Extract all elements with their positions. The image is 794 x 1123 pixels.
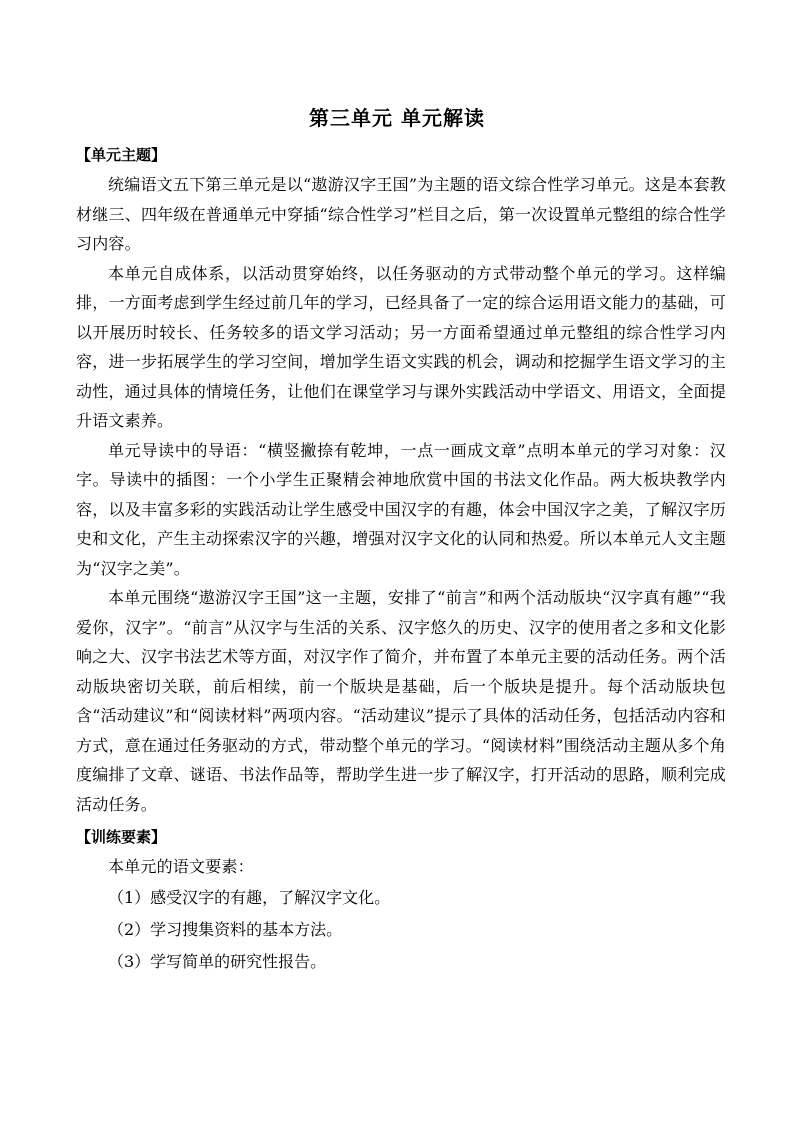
list-item: （3）学写简单的研究性报告。 — [108, 951, 327, 971]
paragraph: 统编语文五下第三单元是以“遨游汉字王国”为主题的语文综合性学习单元。这是本套教材继三、四年级在普通单元中穿插“综合性学习”栏目之后，第一次设置单元整组的综合性学习内容。 — [76, 175, 726, 253]
document-body — [76, 140, 726, 978]
paragraph: 单元导读中的导语：“横竖撇捺有乾坤，一点一画成文章”点明本单元的学习对象：汉字。导读中的插图：一个小学生正聚精会神地欣赏中国的书法文化作品。两大板块教学内容，以及丰富多彩的实践活动让学生感受中国汉字的有趣，体会中国汉字之美，了解汉字历史和文化，产生主动探索汉字的兴趣，增强对汉字文化的认同和热爱。所以本单元人文主题为“汉字之美”。 — [76, 440, 726, 578]
list-item: （2）学习搜集资料的基本方法。 — [108, 919, 343, 939]
list-item: （1）感受汉字的有趣，了解汉字文化。 — [108, 887, 391, 907]
paragraph: 本单元自成体系，以活动贯穿始终，以任务驱动的方式带动整个单元的学习。这样编排，一方面考虑到学生经过前几年的学习，已经具备了一定的综合运用语文能力的基础，可以开展历时较长、任务较多的语文学习活动；另一方面希望通过单元整组的综合性学习内容，进一步拓展学生的学习空间，增加学生语文实践的机会，调动和挖掘学生语文学习的主动性，通过具体的情境任务，让他们在课堂学习与课外实践活动中学语文、用语文，全面提升语文素养。 — [76, 263, 726, 430]
section-heading-theme: 【单元主题】 — [76, 146, 167, 164]
section-heading-elements: 【训练要素】 — [76, 828, 167, 846]
page-title: 第三单元 单元解读 — [309, 106, 485, 130]
list-intro: 本单元的语文要素： — [108, 857, 254, 876]
paragraph: 本单元围绕“遨游汉字王国”这一主题，安排了“前言”和两个活动版块“汉字真有趣”“我爱你，汉字”。“前言”从汉字与生活的关系、汉字悠久的历史、汉字的使用者之多和文化影响之大、汉字书法艺术等方面，对汉字作了简介，并布置了本单元主要的活动任务。两个活动版块密切关联，前后相续，前一个版块是基础，后一个版块是提升。每个活动版块包含“活动建议”和“阅读材料”两项内容。“活动建议”提示了具体的活动任务，包括活动内容和方式，意在通过任务驱动的方式，带动整个单元的学习。“阅读材料”围绕活动主题从多个角度编排了文章、谜语、书法作品等，帮助学生进一步了解汉字，打开活动的思路，顺利完成活动任务。 — [76, 588, 726, 814]
